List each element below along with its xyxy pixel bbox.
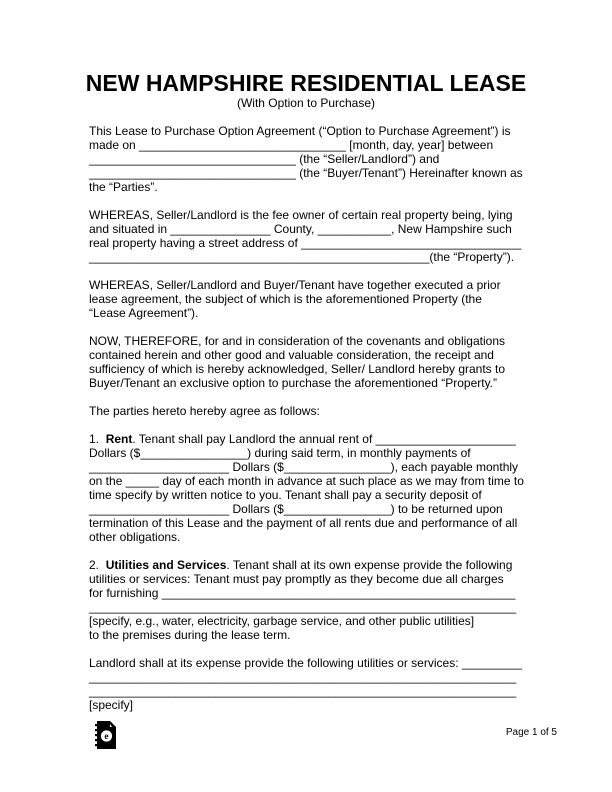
text-run: [month, day, year] between: [345, 138, 494, 152]
text-run: Utilities and Services: [105, 558, 227, 572]
document-line: [89, 166, 525, 180]
fill-in-blank: ________________________________________________________________: [89, 670, 517, 684]
fill-in-blank: _______________________________: [89, 152, 296, 166]
text-run: 1.: [89, 432, 106, 446]
paragraph-now-therefore: [89, 334, 525, 390]
text-run: [specify]: [89, 698, 134, 712]
section-1-rent: [89, 432, 525, 544]
text-run: termination of this Lease and the payment of all rents due and performance of all: [89, 516, 518, 530]
document-line: [89, 152, 525, 166]
document-body: [89, 124, 525, 726]
document-line: [89, 656, 525, 670]
text-run: (the “Seller/Landlord”) and: [295, 152, 440, 166]
document-line: [89, 586, 525, 600]
document-line: [89, 292, 525, 306]
svg-text:e: e: [104, 732, 109, 743]
text-run: day of each month in advance at such place as we may from time to: [159, 474, 524, 488]
text-run: . Tenant shall at its own expense provide the following: [226, 558, 513, 572]
document-line: [89, 460, 525, 474]
text-run: Dollars ($: [229, 502, 284, 516]
text-run: Rent: [105, 432, 133, 446]
text-run: Dollars ($: [89, 446, 141, 460]
text-run: (the “Buyer/Tenant”) Hereinafter known as: [295, 166, 523, 180]
text-run: WHEREAS, Seller/Landlord is the fee owner of certain real property being, lying: [89, 208, 513, 222]
document-line: [89, 180, 525, 194]
document-line: [89, 628, 525, 642]
document-line: [89, 572, 525, 586]
text-run: lease agreement, the subject of which is the aforementioned Property (the: [89, 292, 482, 306]
document-line: [89, 530, 525, 544]
text-run: This Lease to Purchase Option Agreement (“Option to Purchase Agreement”) is: [89, 124, 511, 138]
document-line: [89, 124, 525, 138]
paragraph-agree-clause: [89, 404, 525, 418]
text-run: 2.: [89, 558, 106, 572]
fill-in-blank: ________________________________________________________________: [89, 600, 517, 614]
document-line: [89, 474, 525, 488]
fill-in-blank: ________________: [283, 502, 391, 516]
document-subtitle: (With Option to Purchase): [236, 96, 376, 110]
document-line: [89, 306, 525, 320]
text-run: Buyer/Tenant an exclusive option to purchase the aforementioned “Property.”: [89, 376, 498, 390]
document-line: [89, 138, 525, 152]
document-line: [89, 376, 525, 390]
paragraph-agreement-intro: [89, 124, 525, 194]
document-line: [89, 208, 525, 222]
text-run: . Tenant shall pay Landlord the annual rent of: [132, 432, 376, 446]
fill-in-blank: ________________________________________________________________: [89, 684, 517, 698]
document-line: [89, 236, 525, 250]
document-line: [89, 278, 525, 292]
document-line: [89, 558, 525, 572]
text-run: other obligations.: [89, 530, 181, 544]
fill-in-blank: _____________________: [89, 502, 230, 516]
document-line: [89, 502, 525, 516]
fill-in-blank: _____________________: [89, 460, 230, 474]
text-run: The parties hereto hereby agree as follows:: [89, 404, 320, 418]
text-run: made on: [89, 138, 140, 152]
text-run: Landlord shall at its expense provide the following utilities or services:: [89, 656, 462, 670]
document-line: [89, 698, 525, 712]
document-line: [89, 348, 525, 362]
text-run: , New Hampshire such: [391, 222, 512, 236]
text-run: (the “Property”).: [429, 250, 515, 264]
text-run: utilities or services: Tenant must pay promptly as they become due all charges: [89, 572, 504, 586]
paragraph-whereas-lease: [89, 278, 525, 320]
text-run: NOW, THEREFORE, for and in consideration of the covenants and obligations: [89, 334, 505, 348]
document-title: NEW HAMPSHIRE RESIDENTIAL LEASE: [85, 70, 527, 96]
paragraph-whereas-property: [89, 208, 525, 264]
fill-in-blank: _________: [461, 656, 522, 670]
text-run: contained herein and other good and valuable consideration, the receipt and: [89, 348, 494, 362]
document-line: [89, 684, 525, 698]
document-line: [89, 670, 525, 684]
text-run: [specify, e.g., water, electricity, garbage service, and other public utilities]: [89, 614, 475, 628]
document-line: [89, 250, 525, 264]
fill-in-blank: _____________________: [375, 432, 516, 446]
text-run: WHEREAS, Seller/Landlord and Buyer/Tenant have together executed a prior: [89, 278, 501, 292]
fill-in-blank: _______________________________: [89, 166, 296, 180]
text-run: to the premises during the lease term.: [89, 628, 291, 642]
document-line: [89, 334, 525, 348]
document-line: [89, 614, 525, 628]
text-run: ), each payable monthly: [390, 460, 519, 474]
text-run: County,: [270, 222, 318, 236]
paragraph-landlord-utilities: [89, 656, 525, 712]
text-run: ) to be returned upon: [390, 502, 503, 516]
fill-in-blank: _______________: [170, 222, 271, 236]
document-line: [89, 432, 525, 446]
page-number-label: Page 1 of 5: [505, 727, 557, 738]
fill-in-blank: _________________________________: [301, 236, 522, 250]
text-run: on the: [89, 474, 126, 488]
text-run: ) during said term, in monthly payments of: [247, 446, 471, 460]
document-line: [89, 446, 525, 460]
document-line: [89, 516, 525, 530]
text-run: sufficiency of which is hereby acknowledged, Seller/ Landlord hereby grants to: [89, 362, 506, 376]
fill-in-blank: ___________________________________________________: [89, 250, 430, 264]
fill-in-blank: _____________________________________________________: [161, 586, 516, 600]
fill-in-blank: ________________: [283, 460, 391, 474]
document-line: [89, 488, 525, 502]
text-run: the “Parties”.: [89, 180, 158, 194]
fill-in-blank: ___________: [317, 222, 392, 236]
text-run: Dollars ($: [229, 460, 284, 474]
document-line: [89, 362, 525, 376]
fill-in-blank: _____: [125, 474, 160, 488]
text-run: and situated in: [89, 222, 171, 236]
text-run: real property having a street address of: [89, 236, 302, 250]
text-run: time specify by written notice to you. Tenant shall pay a security deposit of: [89, 488, 482, 502]
document-line: [89, 404, 525, 418]
fill-in-blank: ________________: [140, 446, 248, 460]
document-line: [89, 600, 525, 614]
document-line: [89, 222, 525, 236]
text-run: “Lease Agreement”).: [89, 306, 199, 320]
section-2-utilities: [89, 558, 525, 642]
fill-in-blank: _______________________________: [139, 138, 346, 152]
text-run: for furnishing: [89, 586, 162, 600]
